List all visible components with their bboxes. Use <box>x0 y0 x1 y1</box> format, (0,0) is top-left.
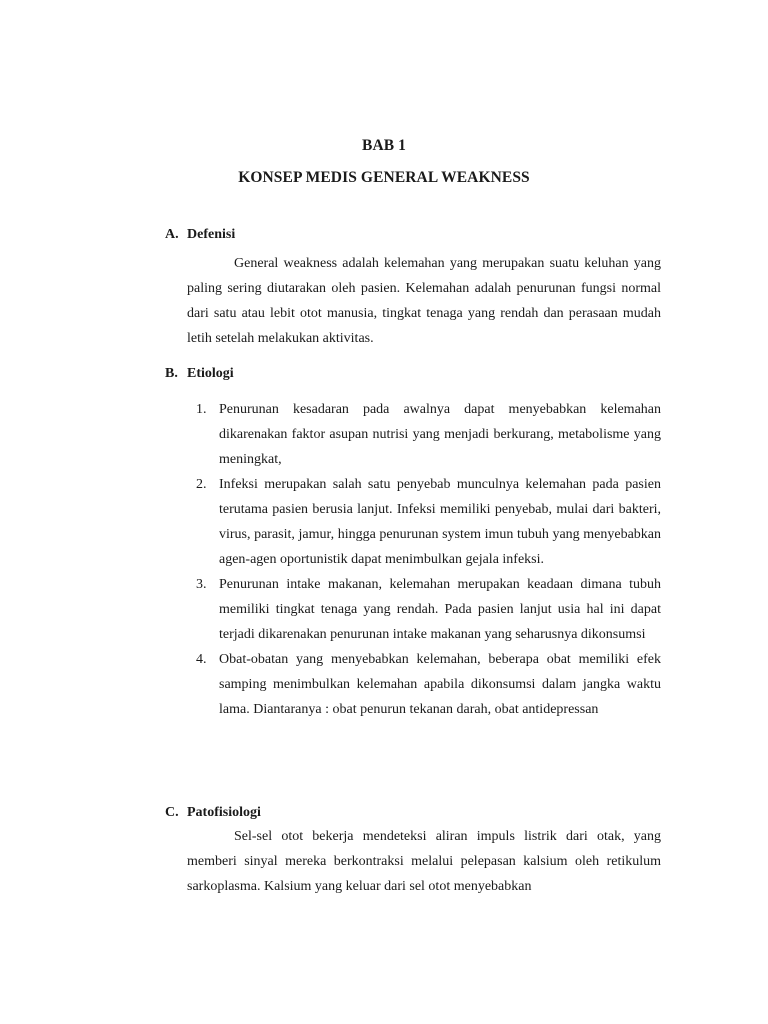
list-text: Penurunan kesadaran pada awalnya dapat menyebabkan kelemahan dikarenakan faktor asupan nutrisi yang menjadi berkurang, metabolisme yang meningkat, <box>219 402 661 467</box>
list-number: 2. <box>196 477 207 492</box>
paragraph-defenisi: General weakness adalah kelemahan yang merupakan suatu keluhan yang paling sering diutarakan oleh pasien. Kelemahan adalah penurunan fungsi normal dari satu atau lebit otot manusia, tingkat tenaga yang rendah dan perasaan mudah letih setelah melakukan aktivitas. <box>187 256 661 346</box>
chapter-number: BAB 1 <box>362 137 406 154</box>
list-text: Obat-obatan yang menyebabkan kelemahan, beberapa obat memiliki efek samping menimbulkan kelemahan apabila dikonsumsi dalam jangka waktu lama. Diantaranya : obat penurun tekanan darah, obat antidepressan <box>219 652 661 717</box>
section-letter: B. <box>165 366 178 381</box>
section-heading-etiologi <box>165 366 234 382</box>
section-letter: C. <box>165 805 179 820</box>
list-number: 3. <box>196 577 207 592</box>
chapter-title: KONSEP MEDIS GENERAL WEAKNESS <box>238 169 530 186</box>
section-heading-defenisi <box>165 227 235 243</box>
paragraph-patofisiologi: Sel-sel otot bekerja mendeteksi aliran impuls listrik dari otak, yang memberi sinyal mereka berkontraksi melalui pelepasan kalsium oleh retikulum sarkoplasma. Kalsium yang keluar dari sel otot menyebabkan <box>187 829 661 894</box>
list-item <box>187 572 661 647</box>
list-item <box>187 397 661 472</box>
list-number: 1. <box>196 402 207 417</box>
section-heading-patofisiologi <box>165 805 261 821</box>
list-text: Infeksi merupakan salah satu penyebab munculnya kelemahan pada pasien terutama pasien berusia lanjut. Infeksi memiliki penyebab, mulai dari bakteri, virus, parasit, jamur, hingga penurunan system imun tubuh yang menyebabkan agen-agen oportunistik dapat menimbulkan gejala infeksi. <box>219 477 661 567</box>
section-title: Etiologi <box>187 366 234 381</box>
list-number: 4. <box>196 652 207 667</box>
list-item <box>187 647 661 722</box>
section-title: Defenisi <box>187 227 236 242</box>
section-letter: A. <box>165 227 179 242</box>
etiologi-list <box>187 397 661 722</box>
list-item <box>187 472 661 572</box>
list-text: Penurunan intake makanan, kelemahan merupakan keadaan dimana tubuh memiliki tingkat tenaga yang rendah. Pada pasien lanjut usia hal ini dapat terjadi dikarenakan penurunan intake makanan yang seharusnya dikonsumsi <box>219 577 661 642</box>
section-title: Patofisiologi <box>187 805 261 820</box>
